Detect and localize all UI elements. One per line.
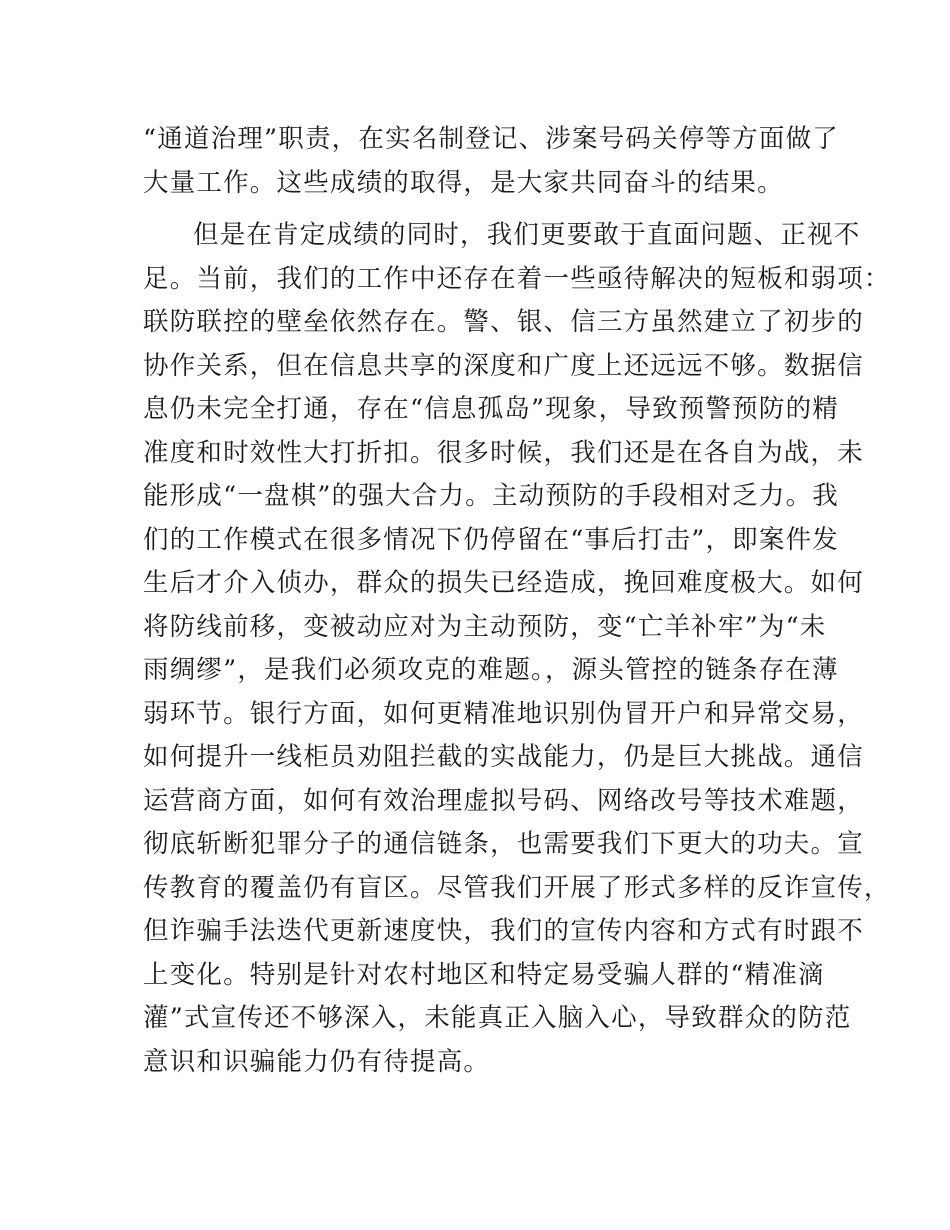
text-line: 息仍未完全打通，存在“信息孤岛”现象，导致预警预防的精 bbox=[143, 394, 839, 424]
text-line: 上变化。特别是针对农村地区和特定易受骗人群的“精准滴 bbox=[143, 959, 825, 990]
text-line: 灌”式宣传还不够深入，未能真正入脑入心，导致群众的防范 bbox=[143, 1003, 852, 1033]
text-line: 准度和时效性大打折扣。很多时候，我们还是在各自为战，未 bbox=[143, 437, 864, 468]
text-line: 们的工作模式在很多情况下仍停留在“事后打击”，即案件发 bbox=[143, 524, 839, 555]
text-line: 协作关系，但在信息共享的深度和广度上还远远不够。数据信 bbox=[143, 350, 864, 381]
text-line: 弱环节。银行方面，如何更精准地识别伪冒开户和异常交易， bbox=[143, 698, 864, 729]
text-line-first-indented: 但是在肯定成绩的同时，我们更要敢于直面问题、正视不 bbox=[193, 220, 861, 250]
text-line: 将防线前移，变被动应对为主动预防，变“亡羊补牢”为“未 bbox=[143, 611, 827, 642]
text-line: 能形成“一盘棋”的强大合力。主动预防的手段相对乏力。我 bbox=[143, 481, 839, 511]
text-line: 雨绸缪”，是我们必须攻克的难题。，源头管控的链条存在薄 bbox=[143, 655, 839, 685]
text-line: 意识和识骗能力仍有待提高。 bbox=[143, 1046, 491, 1077]
text-line: 生后才介入侦办，群众的损失已经造成，挽回难度极大。如何 bbox=[143, 568, 864, 598]
paragraph-2 bbox=[143, 214, 891, 1084]
text-line: 传教育的覆盖仍有盲区。尽管我们开展了形式多样的反诈宣传， bbox=[143, 872, 891, 903]
text-line: 彻底斩断犯罪分子的通信链条，也需要我们下更大的功夫。宣 bbox=[143, 829, 864, 859]
paragraph-1 bbox=[143, 118, 839, 205]
paragraph-spacer bbox=[143, 205, 823, 214]
text-line: 大量工作。这些成绩的取得，是大家共同奋斗的结果。 bbox=[143, 167, 784, 198]
text-line: 如何提升一线柜员劝阻拦截的实战能力，仍是巨大挑战。通信 bbox=[143, 742, 864, 772]
text-line: 足。当前，我们的工作中还存在着一些亟待解决的短板和弱项： bbox=[143, 263, 891, 294]
text-line: 运营商方面，如何有效治理虚拟号码、网络改号等技术难题， bbox=[143, 785, 864, 816]
text-line: “通道治理”职责，在实名制登记、涉案号码关停等方面做了 bbox=[143, 124, 839, 154]
text-line: 但诈骗手法迭代更新速度快，我们的宣传内容和方式有时跟不 bbox=[143, 916, 864, 946]
text-line: 联防联控的壁垒依然存在。警、银、信三方虽然建立了初步的 bbox=[143, 307, 864, 337]
document-body bbox=[143, 118, 891, 1084]
